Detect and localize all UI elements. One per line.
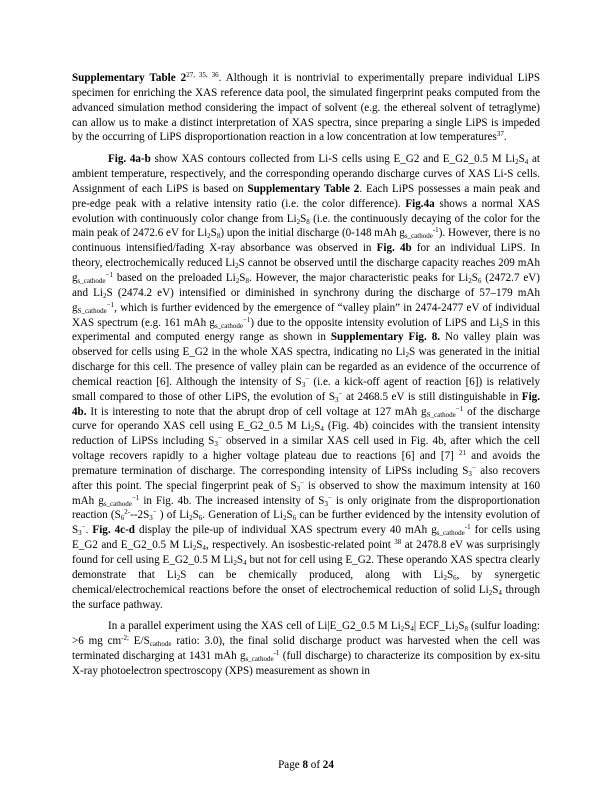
page-footer <box>0 759 612 771</box>
text-run: (i.e. a kick-off agent of reaction [6]) is relatively small compared to those of other LiPS, the evolution of S <box>72 375 540 403</box>
subscript: 2 <box>454 625 459 634</box>
subscript: s_cathode <box>245 655 274 664</box>
document-body <box>72 71 540 679</box>
text-run: S <box>210 227 217 240</box>
text-run: is only originate from the disproportionation reaction (S <box>72 494 540 522</box>
subscript: 6 <box>198 514 203 523</box>
bold-reference: Fig. 4b. <box>72 390 540 418</box>
subscript: 4 <box>524 158 529 167</box>
subscript: 3 <box>149 514 153 523</box>
subscript: 3 <box>468 469 472 478</box>
superscript: -1 <box>432 226 439 235</box>
subscript: 4 <box>243 559 247 567</box>
superscript: −1 <box>455 404 464 413</box>
subscript: cathode <box>149 640 172 649</box>
subscript: 3 <box>301 380 306 389</box>
text-run: In a parallel experiment using the XAS cell of Li|E_G2_0.5 M Li <box>108 620 401 633</box>
text-run: ) of Li <box>156 509 190 522</box>
subscript: 2 <box>468 276 472 285</box>
subscript: 6 <box>477 276 482 285</box>
bold-reference: Fig. 4c-d <box>92 524 135 537</box>
text-run: also recovers after this point. The special fingerprint peak of S <box>72 464 540 492</box>
subscript: s_cathode <box>214 321 243 330</box>
superscript: − <box>327 493 332 502</box>
text-run: shows a normal XAS evolution with continuously color change from Li <box>72 197 540 225</box>
text-run: , respectively. An isosbestic-related point <box>205 539 395 552</box>
subscript: 6 <box>453 573 457 582</box>
paragraph-supplementary-table <box>72 71 540 145</box>
superscript: − <box>305 374 310 383</box>
superscript: 37 <box>496 130 504 139</box>
subscript: 6 <box>292 514 297 523</box>
bold-reference: Fig.4a <box>405 197 435 210</box>
subscript: 2 <box>207 232 211 241</box>
superscript: 21 <box>458 449 466 458</box>
text-run: , which is further evidenced by the emergence of “valley plain” in 2474-2477 eV of individual XAS spectrum (e.g. 161 mAh g <box>72 301 540 329</box>
text-run: . Generation of Li <box>202 509 284 522</box>
subscript: 3 <box>78 529 82 538</box>
text-run: . Although it is nontrivial to experimentally prepare individual LiPS specimen for enriching the XAS reference data pool, the simulated fingerprint peaks computed from the advanced simulation method considering the impact of solvent (e.g. the ethereal solvent of tetraglyme) can allow us to make a distinct interpretation of XAS spectra, since preparing a single LiPS is impeded by the occurring of LiPS disproportionation reaction in a low concentration at low temperatures <box>72 72 540 144</box>
text-run: based on the preloaded Li <box>113 271 236 284</box>
text-run: It is interesting to note that the abrupt drop of cell voltage at 127 mAh g <box>86 405 427 418</box>
text-run: . <box>503 131 507 144</box>
subscript: 3 <box>335 395 339 404</box>
subscript: 2 <box>235 262 239 271</box>
text-run: . Each LiPS possesses a main peak and pre-edge peak with a relative intensity ratio (i.e. the color difference). <box>72 182 541 210</box>
text-run: , by synergetic chemical/electrochemical reactions before the onset of electrochemical reduction of solid Li <box>72 568 540 596</box>
text-run: --2S <box>130 509 150 522</box>
subscript: 2 <box>189 514 193 523</box>
text-run: S <box>492 583 499 596</box>
subscript: 2 <box>103 291 107 300</box>
text-run: | ECF_Li <box>413 620 455 633</box>
subscript: s_cathode <box>103 499 132 508</box>
bold-reference: Fig. 4a-b <box>108 153 151 166</box>
subscript: S_cathode <box>426 410 456 419</box>
text-run: show XAS contours collected from Li-S cells using E_G2 and E_G2_0.5 M Li <box>150 153 516 166</box>
bold-reference: Supplementary Fig. 8. <box>330 331 441 344</box>
current-page-number: 8 <box>302 759 308 771</box>
text-run: S <box>196 539 203 552</box>
subscript: 4 <box>202 544 206 553</box>
text-run: ratio: 3.0), the final solid discharge product was harvested when the cell was terminated discharging at 1431 mAh g <box>72 635 540 663</box>
subscript: S_cathode <box>77 306 107 315</box>
text-run: S <box>236 554 244 566</box>
subscript: 2 <box>488 588 493 597</box>
subscript: 2 <box>405 351 410 360</box>
of-label: of <box>308 759 323 771</box>
subscript: 2 <box>443 573 447 582</box>
superscript: -2; <box>121 634 129 643</box>
text-run: S <box>192 509 199 522</box>
text-run: through the surface pathway. <box>72 583 540 611</box>
superscript: 2- <box>124 508 131 517</box>
subscript: s_cathode <box>77 276 106 285</box>
text-run: observed in a similar XAS cell used in Fig. 4b, after which the cell voltage recovers rapidly to a higher voltage plateau due to reactions [6] and [7] <box>72 435 541 463</box>
superscript: 27, 35, 36 <box>186 71 219 79</box>
text-run: (sulfur loading: >6 mg cm <box>72 620 540 648</box>
subscript: 4 <box>410 625 414 634</box>
subscript: 2 <box>296 217 301 226</box>
text-run: S can be chemically produced, along with Li <box>180 568 444 581</box>
text-run: and avoids the premature termination of discharge. The corresponding intensity of LiPSs including S <box>72 450 540 477</box>
superscript: − <box>471 463 476 472</box>
text-run: (2472.7 eV) and Li <box>72 271 540 299</box>
text-run: can be further evidenced by the intensity evolution of S <box>72 509 540 537</box>
text-run: for cells using E_G2 and E_G2_0.5 M Li <box>72 524 540 552</box>
text-run: S (2474.2 eV) intensified or diminished in synchrony during the discharge of 57–179 mAh g <box>72 286 540 314</box>
superscript: − <box>217 434 222 443</box>
text-run: but not for cell using E_G2. These operando XAS spectra clearly demonstrate that Li <box>72 554 540 581</box>
subscript: 3 <box>214 440 218 449</box>
text-run: for an individual LiPS. In theory, electrochemically reduced Li <box>72 242 540 270</box>
subscript: 2 <box>400 625 405 634</box>
bold-reference: Supplementary Table 2 <box>72 72 187 84</box>
text-run: S <box>458 620 465 633</box>
text-run: S <box>314 420 321 433</box>
superscript: − <box>81 523 86 532</box>
text-run: (i.e. the continuously decaying of the color for the main peak of 2472.6 eV for Li <box>72 212 540 240</box>
text-run: S <box>446 568 454 581</box>
text-run: S <box>300 212 307 225</box>
text-run: S was generated in the initial discharge for this cell. The presence of valley plain can be regarded as an evidence of the occurrence of chemical reaction [6]. Although the intensity of S <box>72 346 540 388</box>
superscript: −1 <box>105 270 113 279</box>
subscript: 2 <box>310 425 315 434</box>
paragraph-parallel-experiment <box>72 619 540 678</box>
page-label: Page <box>278 759 303 771</box>
subscript: s_cathode <box>436 529 465 538</box>
text-run: at ambient temperature, respectively, and the corresponding operando discharge curves of XAS Li-S cells. Assignment of each LiPS is based on <box>72 153 540 195</box>
text-run: E/S <box>128 635 150 648</box>
superscript: −1 <box>131 493 140 502</box>
text-run: display the pile-up of individual XAS spectrum every 40 mAh g <box>134 524 437 537</box>
subscript: 2 <box>283 514 287 523</box>
subscript: 4 <box>498 588 502 597</box>
subscript: 3 <box>324 499 328 508</box>
total-pages-number: 24 <box>322 759 334 771</box>
text-run: (full discharge) to characterize its composition by ex-situ X-ray photoelectron spectroscopy (XPS) measurement as shown in <box>72 650 540 677</box>
text-run: ). However, there is no continuous intensified/fading X-ray absorbance was observed in <box>72 227 540 255</box>
subscript: 4 <box>320 425 324 434</box>
text-run: is observed to show the maximum intensity at 160 mAh g <box>72 479 540 507</box>
text-run: ) upon the initial discharge (0-148 mAh g <box>220 227 405 240</box>
superscript: -1 <box>464 523 471 532</box>
superscript: −1 <box>242 315 251 324</box>
text-run: S <box>286 509 293 522</box>
text-run: at 2468.5 eV is still distinguishable in <box>342 390 522 403</box>
superscript: −1 <box>106 300 115 309</box>
superscript: − <box>152 508 157 517</box>
text-run: S <box>471 271 478 284</box>
paragraph-fig4-discussion <box>72 152 540 612</box>
subscript: 8 <box>464 625 469 634</box>
superscript: -1 <box>273 649 280 658</box>
superscript: − <box>338 389 343 398</box>
text-run: S <box>239 271 246 284</box>
subscript: 2 <box>176 573 181 582</box>
text-run: . <box>85 524 93 537</box>
subscript: 2 <box>499 321 503 330</box>
text-run: . However, the major characteristic peaks for Li <box>248 271 469 284</box>
text-run: S <box>518 153 525 166</box>
text-run: (Fig. 4b) coincides with the transient intensity reduction of LiPSs including S <box>72 420 540 448</box>
bold-reference: Supplementary Table 2 <box>247 182 360 195</box>
text-run: S cannot be observed until the discharge capacity reaches 209 mAh g <box>72 257 540 284</box>
subscript: 8 <box>216 232 221 241</box>
subscript: 2 <box>192 544 197 553</box>
text-run: No valley plain was observed for cells using E_G2 in the whole XAS spectra, indicating no Li <box>72 331 540 359</box>
subscript: 2 <box>235 276 240 285</box>
subscript: s_cathode <box>404 232 433 241</box>
subscript: 2 <box>233 559 237 567</box>
text-run: S <box>404 620 411 633</box>
subscript: 2 <box>515 158 519 167</box>
text-run: ) due to the opposite intensity evolution of LiPS and Li <box>250 316 500 329</box>
subscript: 8 <box>306 217 310 226</box>
text-run: of the discharge curve for operando XAS cell using E_G2_0.5 M Li <box>72 405 540 433</box>
subscript: 3 <box>296 484 301 493</box>
subscript: 6 <box>120 514 125 523</box>
text-run: at 2478.8 eV was surprisingly found for cell using E_G2_0.5 M Li <box>72 539 541 566</box>
superscript: − <box>300 478 305 487</box>
superscript: 38 <box>394 538 402 547</box>
bold-reference: Fig. 4b <box>376 242 412 255</box>
text-run: S in this experimental and computed energy range as shown in <box>72 316 541 344</box>
subscript: 8 <box>245 276 249 285</box>
text-run: in Fig. 4b. The increased intensity of S <box>139 494 325 507</box>
